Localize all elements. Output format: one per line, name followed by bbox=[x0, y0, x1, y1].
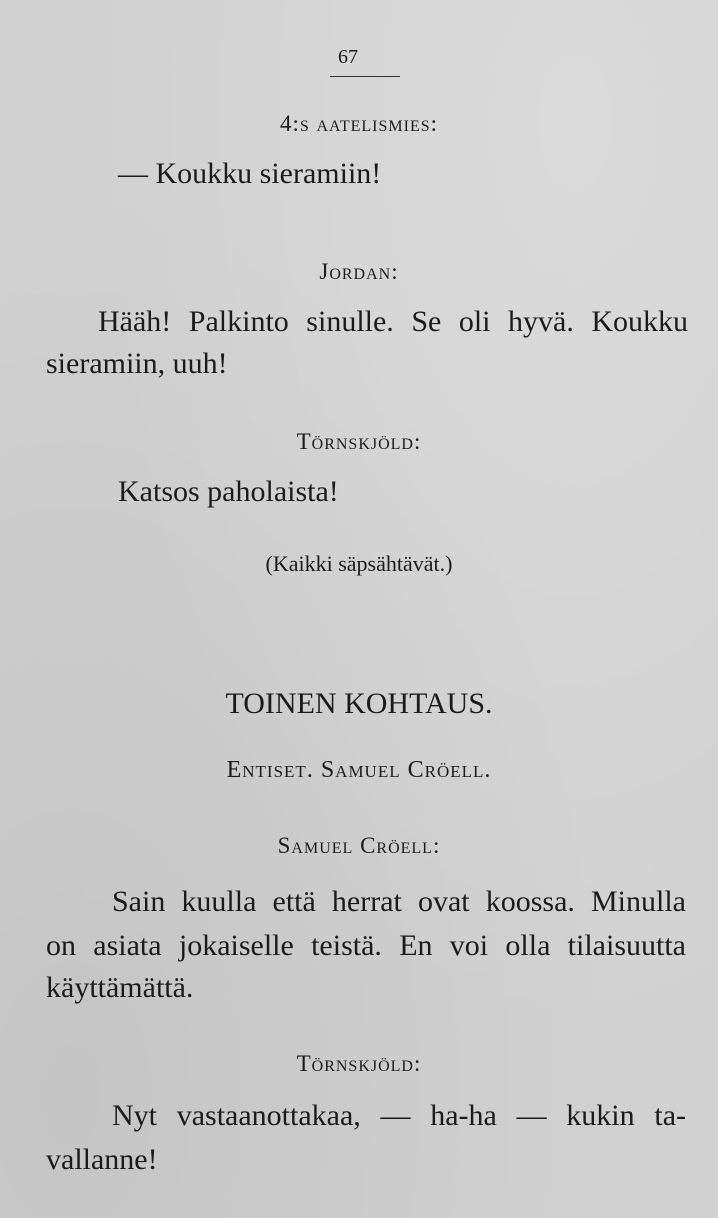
dialogue-line: Sain kuulla että herrat ovat koossa. Minulla bbox=[112, 885, 686, 918]
speaker-heading: Jordan: bbox=[319, 259, 399, 284]
scene-cast: Entiset. Samuel Cröell. bbox=[226, 757, 492, 783]
dialogue-line: — Koukku sieramiin! bbox=[118, 157, 382, 190]
dialogue-line: sieramiin, uuh! bbox=[46, 347, 228, 380]
dialogue-line: Katsos paholaista! bbox=[118, 475, 339, 508]
dialogue-line: Nyt vastaanottakaa, — ha-ha — kukin ta- bbox=[112, 1099, 686, 1132]
scene-title: TOINEN KOHTAUS. bbox=[225, 687, 493, 720]
page-number: 67 bbox=[338, 46, 358, 68]
dialogue-line: vallanne! bbox=[46, 1143, 158, 1176]
page-number-rule bbox=[330, 76, 400, 77]
speaker-heading: Törnskjöld: bbox=[296, 1051, 422, 1076]
dialogue-line: on asiata jokaiselle teistä. En voi olla tilaisuutta bbox=[46, 929, 686, 962]
speaker-heading: Samuel Cröell: bbox=[277, 833, 441, 858]
dialogue-line: Hääh! Palkinto sinulle. Se oli hyvä. Koukku bbox=[98, 305, 688, 338]
stage-direction: (Kaikki säpsähtävät.) bbox=[265, 551, 453, 576]
dialogue-line: käyttämättä. bbox=[46, 971, 194, 1004]
speaker-heading: Törnskjöld: bbox=[296, 429, 422, 454]
speaker-heading: 4:s aatelismies: bbox=[279, 111, 439, 136]
